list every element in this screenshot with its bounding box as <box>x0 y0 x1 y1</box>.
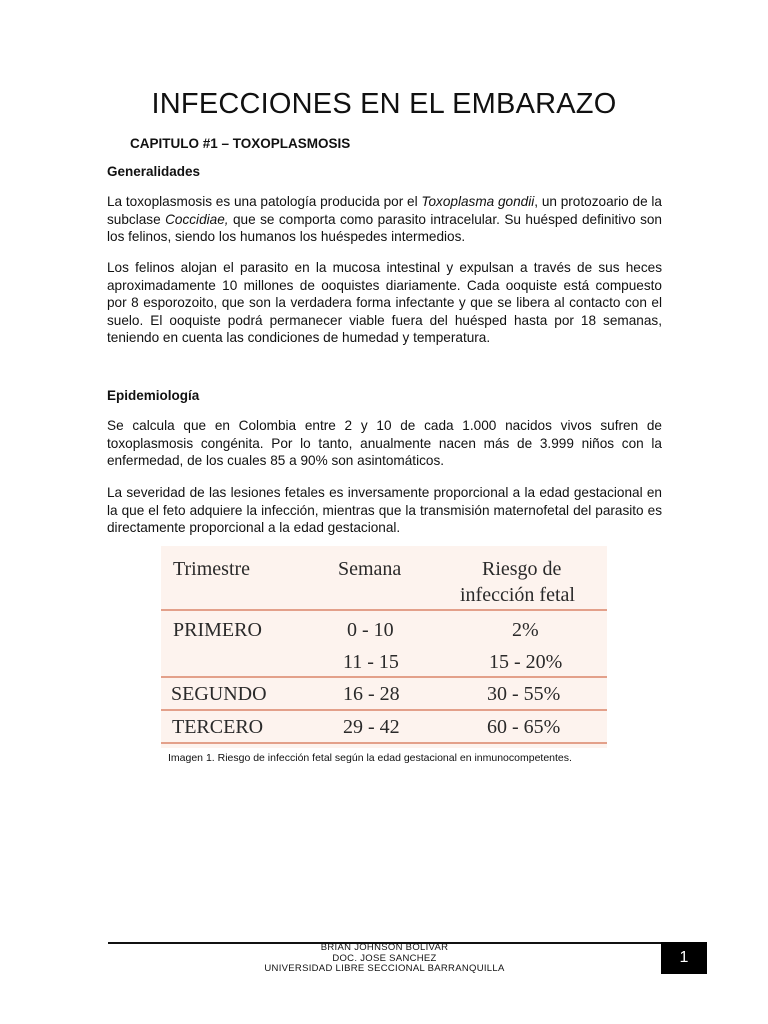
table-cell-riesgo: 2% <box>512 619 539 641</box>
table-header-semana: Semana <box>338 558 402 580</box>
table-cell-trimestre: TERCERO <box>172 716 264 738</box>
footer-teacher: DOC. JOSE SANCHEZ <box>332 952 437 964</box>
paragraph-generalidades-2: Los felinos alojan el parasito en la mucosa intestinal y expulsan a través de sus heces aproximadamente 10 millones de ooquistes diariamente. Cada ooquiste está compuesto por 8 esporozoito, que son la verdadera forma infectante y que se libera al contacto con el suelo. El ooquiste podrá permanecer viable fuera del huésped hasta por 18 semanas, teniendo en cuenta las condiciones de humedad y temperatura. <box>107 260 662 346</box>
section-heading-epidemiologia: Epidemiología <box>107 388 200 403</box>
paragraph-epidemiologia-2: La severidad de las lesiones fetales es inversamente proporcional a la edad gestacional en la que el feto adquiere la infección, mientras que la transmisión maternofetal del parasito es directamente proporcional a la edad gestacional. <box>107 485 662 536</box>
table-rule <box>161 609 607 611</box>
text-run: que se comporta como parasito intracelular. Su huésped definitivo son los felinos, siendo los humanos los huéspedes intermedios. <box>107 211 662 245</box>
footer-institution: UNIVERSIDAD LIBRE SECCIONAL BARRANQUILLA <box>264 963 505 974</box>
table-cell-semana: 29 - 42 <box>343 716 400 738</box>
table-cell-riesgo: 60 - 65% <box>487 716 561 738</box>
table-header-riesgo-line2: infección fetal <box>460 584 575 606</box>
italic-term-coccidiae: Coccidiae, <box>165 211 229 227</box>
table-cell-semana: 11 - 15 <box>343 651 399 673</box>
table-cell-semana: 16 - 28 <box>343 683 400 705</box>
footer-text <box>108 943 661 975</box>
table-cell-riesgo: 15 - 20% <box>489 651 563 673</box>
table-cell-riesgo: 30 - 55% <box>487 683 561 705</box>
table-cell-trimestre: PRIMERO <box>173 619 262 641</box>
document-title: INFECCIONES EN EL EMBARAZO <box>151 88 617 120</box>
table-caption: Imagen 1. Riesgo de infección fetal según la edad gestacional en inmunocompetentes. <box>168 752 572 764</box>
table-header-riesgo-line1: Riesgo de <box>482 558 562 580</box>
page-number: 1 <box>661 942 707 974</box>
paragraph-generalidades-1 <box>107 193 662 246</box>
table-cell-trimestre: SEGUNDO <box>171 683 267 705</box>
table-rule <box>161 742 607 744</box>
text-run: , un protozoario de la subclase <box>107 194 662 227</box>
footer-author: BRIAN JOHNSON BOLÍVAR <box>320 942 449 953</box>
table-rule <box>161 709 607 711</box>
fetal-risk-table <box>161 546 607 748</box>
text-run: La toxoplasmosis es una patología producida por el <box>107 194 422 209</box>
section-heading-generalidades: Generalidades <box>107 164 201 179</box>
paragraph-epidemiologia-1: Se calcula que en Colombia entre 2 y 10 de cada 1.000 nacidos vivos sufren de toxoplasmosis congénita. Por lo tanto, anualmente nacen más de 3.999 niños con la enfermedad, de los cuales 85 a 90% son asintomáticos. <box>107 418 662 469</box>
table-rule <box>161 676 607 678</box>
italic-term-toxoplasma: Toxoplasma gondii <box>421 194 535 209</box>
table-header-trimestre: Trimestre <box>173 558 251 580</box>
table-cell-semana: 0 - 10 <box>347 619 394 641</box>
chapter-heading: CAPITULO #1 – TOXOPLASMOSIS <box>130 136 351 151</box>
